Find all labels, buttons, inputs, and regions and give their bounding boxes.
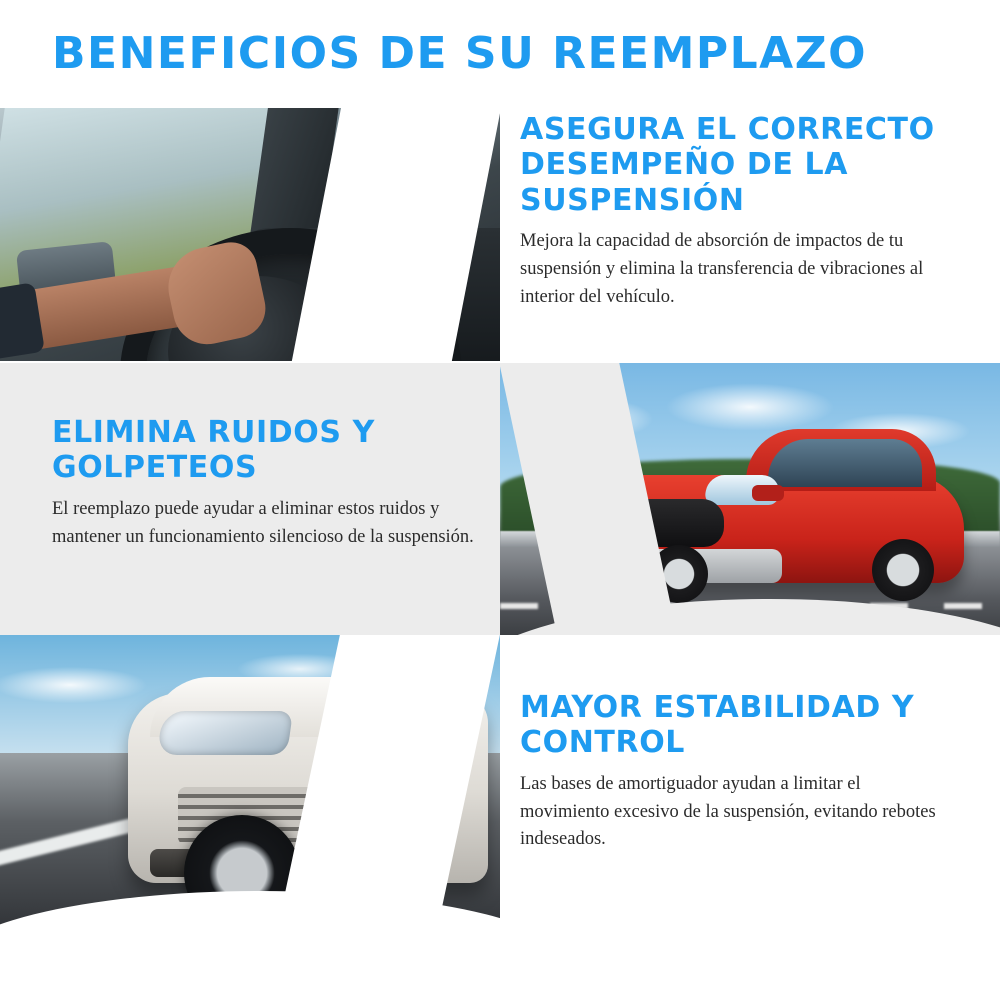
steering-wheel-photo [0,108,500,361]
red-car-rear-wheel-shape [872,539,934,601]
red-car-photo [500,363,1000,635]
benefit-text-2 [52,415,502,551]
benefit-title-3: MAYOR ESTABILIDAD Y CONTROL [520,690,915,761]
red-car-windshield-shape [768,439,922,487]
benefit-text-1 [520,112,950,311]
page-title: BENEFICIOS DE SU REEMPLAZO [52,28,868,79]
benefit-title-2: ELIMINA RUIDOS Y GOLPETEOS [52,415,375,486]
benefit-body-2: El reemplazo puede ayudar a eliminar estos ruidos y mantener un funcionamiento silencioso de la suspensión. [52,498,474,547]
benefit-body-1: Mejora la capacidad de absorción de impactos de tu suspensión y elimina la transferencia de vibraciones al interior del vehículo. [520,231,924,307]
benefit-title-1: ASEGURA EL CORRECTO DESEMPEÑO DE LA SUSPENSIÓN [520,112,935,218]
white-car-headlight-shape [157,711,293,755]
red-car-mirror-shape [752,485,784,501]
white-car-photo [0,635,500,925]
benefit-text-3 [520,690,950,854]
header [0,0,1000,108]
benefit-body-3: Las bases de amortiguador ayudan a limitar el movimiento excesivo de la suspensión, evitando rebotes indeseados. [520,773,936,850]
footer-spacer [0,925,1000,1000]
